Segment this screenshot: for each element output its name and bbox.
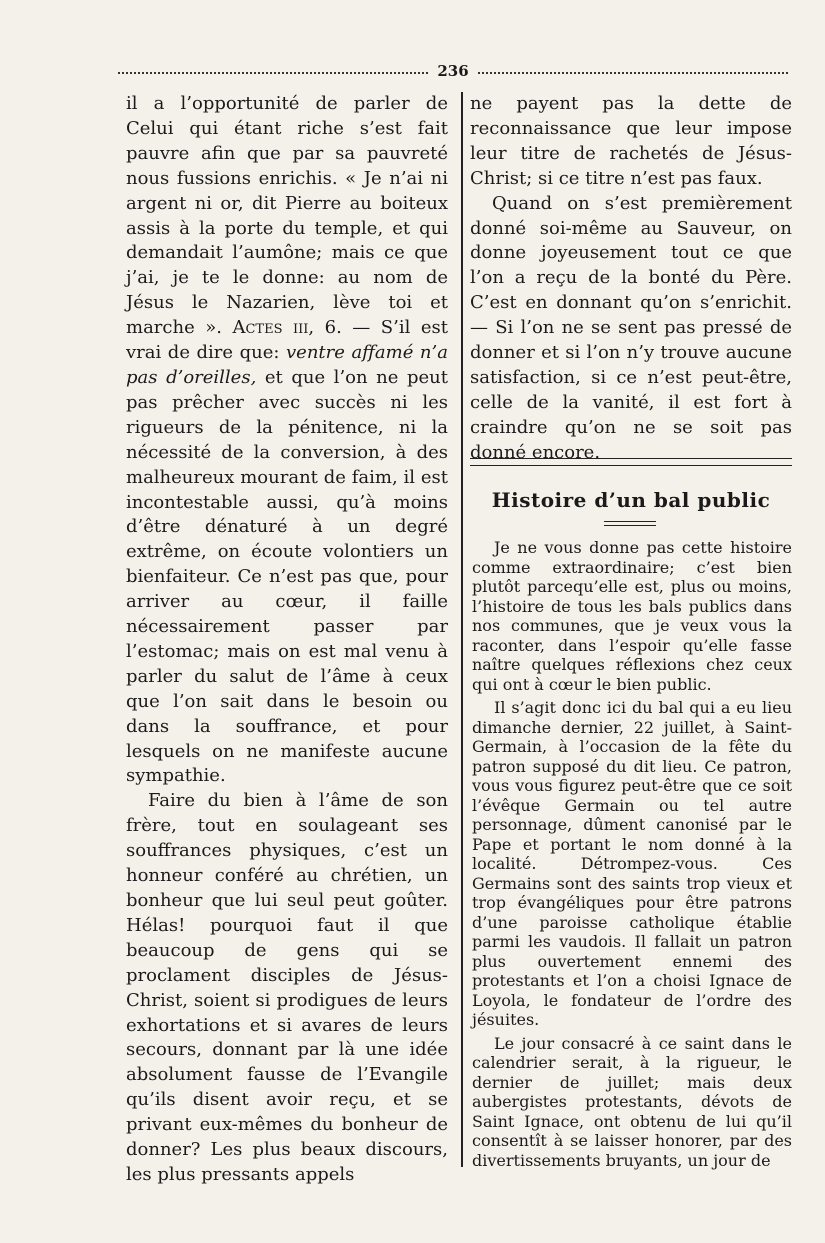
article-paragraph-3: Le jour consacré à ce saint dans le calendrier serait, à la rigueur, le dernier de juillet; mais deux aubergistes protestants, dévots de Saint Ignace, ont obtenu de lui qu’il consentît à se laisser honorer, par des divertissements bruyants, un jour de	[472, 1033, 792, 1170]
article-paragraph-2: Il s’agit donc ici du bal qui a eu lieu dimanche dernier, 22 juillet, à Saint-Germain, à l’occasion de la fête du patron supposé du dit lieu. Ce patron, vous vous figurez peut-être que ce soit l’évêque Germain ou tel autre personnage, dûment canonisé par le Pape et portant le nom donné à la localité. Détrompez-vous. Ces Germains sont des saints trop vieux et trop évangéliques pour être patrons d’une paroisse catholique établie parmi les vaudois. Il fallait un patron plus ouvertement ennemi des protestants et l’on a choisi Ignace de Loyola, le fondateur de l’ordre des jésuites.	[472, 698, 792, 1029]
header-rule-right	[478, 72, 788, 74]
header-rule-left	[118, 72, 428, 74]
article-body	[472, 538, 792, 1170]
page-number: 236	[437, 62, 469, 80]
section-separator	[470, 458, 792, 466]
text-span: il a l’opportunité de parler de Celui qui étant riche s’est fait pauvre afin que par sa pauvreté nous fussions enrichis. « Je n’ai ni argent ni or, dit Pierre au boiteux assis à la porte du temple, et qui demandait l’aumône; mais ce que j’ai, je te le donne: au nom de Jésus le Nazarien, lève toi et marche ».	[126, 93, 448, 339]
column-divider	[461, 92, 463, 1167]
right-paragraph-1: ne payent pas la dette de reconnaissance que leur impose leur titre de rachetés de Jésus-Christ; si ce titre n’est pas faux.	[470, 93, 792, 189]
right-paragraph-2: Quand on s’est premièrement donné soi-même au Sauveur, on donne joyeusement tout ce que l’on a reçu de la bonté du Père. C’est en donnant qu’on s’enrichit. — Si l’on ne se sent pas pressé de donner et si l’on n’y trouve aucune satisfaction, si ce n’est peut-être, celle de la vanité, il est fort à craindre qu’on ne se soit pas donné encore.	[470, 192, 792, 463]
article-paragraph-1: Je ne vous donne pas cette histoire comme extraordinaire; c’est bien plutôt parcequ’elle est, plus ou moins, l’histoire de tous les bals publics dans nos communes, que je veux vous la raconter, dans l’espoir qu’elle fasse naître quelques réflexions chez ceux qui ont à cœur le bien public.	[472, 538, 792, 694]
article-title: Histoire d’un bal public	[491, 488, 771, 512]
title-ornament	[604, 521, 656, 526]
text-span: , 6. — S’il est vrai de dire que:	[126, 317, 448, 364]
right-column-top	[470, 92, 792, 466]
left-paragraph-2: Faire du bien à l’âme de son frère, tout en soulageant ses souffrances physiques, c’est un honneur conféré au chrétien, un bonheur que lui seul peut goûter. Hélas! pourquoi faut il que beaucoup de gens qui se proclament disciples de Jésus-Christ, soient si prodigues de leurs exhortations et si avares de leurs secours, donnant par là une idée absolument fausse de l’Evangile qu’ils disent avoir reçu, et se privant eux-mêmes du bonheur de donner? Les plus beaux discours, les plus pressants appels	[126, 790, 448, 1185]
left-column	[126, 92, 448, 1188]
italic-proverb: ventre affamé n’a pas d’oreilles,	[126, 342, 448, 388]
page-header	[118, 62, 788, 82]
text-span: et que l’on ne peut pas prêcher avec succès ni les rigueurs de la pénitence, ni la nécessité de la conversion, à des malheureux mourant de faim, il est incontestable aussi, qu’à moins d’être dénaturé à un degré extrême, on écoute volontiers un bienfaiteur. Ce n’est pas que, pour arriver au cœur, il faille nécessairement passer par l’estomac; mais on est mal venu à parler du salut de l’âme à ceux que l’on sait dans le besoin ou dans la souffrance, et pour lesquels on ne manifeste aucune sympathie.	[126, 366, 448, 787]
left-paragraph-1	[126, 92, 448, 789]
bible-reference: Actes iii	[232, 317, 309, 339]
